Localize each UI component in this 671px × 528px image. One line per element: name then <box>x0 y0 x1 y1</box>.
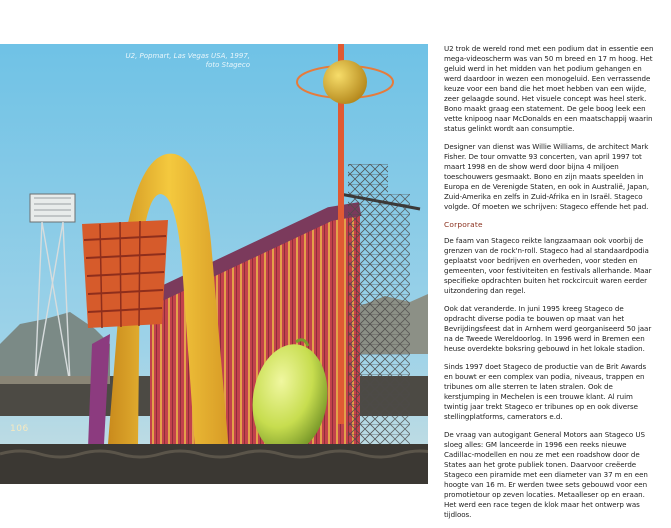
popmart-stage-illustration <box>0 44 428 484</box>
orange-bucket-speaker <box>82 220 168 328</box>
paragraph: Sinds 1997 doet Stageco de productie van de Brit Awards en bouwt er een complex van podia, niveaus, trappen en tribunes om alle sterren te laten stralen. Ook de kerstjumping in Mechelen is een trouwe klant. Al ruim twintig jaar trekt Stageco er tribunes op en ook diverse stellingplatforms, camerators e.d. <box>444 362 647 421</box>
photo-caption <box>120 52 250 70</box>
paragraph: U2 trok de wereld rond met een podium dat in essentie een mega-videoscherm was van 50 m breed en 17 m hoog. Het geluid werd in het midden van het podium gehangen en werd daardoor in wezen een monogeluid. Een verrassende keuze voor een band die het moet hebben van een wijde, zeer gelaagde sound. Het visuele concept was heel sterk. Bono maakt graag een statement. De gele boog leek een vette knipoog naar McDonalds en een maatschappij waarin status gelinkt wordt aan consumptie. <box>444 44 654 133</box>
paragraph: Ook dat veranderde. In juni 1995 kreeg Stageco de opdracht diverse podia te bouwen op maat van het Bevrijdingsfeest dat in Arnhem werd georganiseerd 50 jaar na de Tweede Wereldoorlog. In 1996 werd in Bremen een heuse overdekte boksring gebouwd in het lokale stadion. <box>444 304 652 353</box>
section-heading: Corporate <box>444 220 483 229</box>
crowd <box>0 444 428 484</box>
paragraph: De faam van Stageco reikte langzaamaan ook voorbij de grenzen van de rock'n-roll. Stageco had al standaardpodia geplaatst voor bedrijven en overheden, voor steden en gemeenten, voor festiviteiten en festivals allerhande. Maar specifieke opdrachten buiten het rockcircuit waren eerder uitzondering dan regel. <box>444 236 652 295</box>
page-number: 106 <box>10 424 29 434</box>
paragraph: De vraag van autogigant General Motors aan Stageco US sloeg alles: GM lanceerde in 1996 een reeks nieuwe Cadillac-modellen en nou ze met een roadshow door de States aan het grote publiek tonen. Daarvoor creëerde Stageco een piramide met een diameter van 37 m en een hoogte van 16 m. Er werden twee sets gebouwd voor een promotietour op zeven locaties. Metaalleser op en eraan. Het werd een race tegen de klok maar het ontwerp was tijdloos. <box>444 430 648 519</box>
concert-stage-photo <box>0 44 428 484</box>
caption-line-2: foto Stageco <box>205 61 250 69</box>
article-text-column <box>444 44 654 528</box>
paragraph: Designer van dienst was Willie Williams, de architect Mark Fisher. De tour omvatte 93 concerten, van april 1997 tot maart 1998 en de show werd door bijna 4 miljoen toeschouwers gesmaakt. Bono en zijn maats speelden in Europa en de Verenigde Staten, en ook in Australië, Japan, Zuid-Amerika en zelfs in Zuid-Afrika en in Israël. Stageco volgde. Of moeten we schrijven: Stageco effende het pad. <box>444 142 650 211</box>
caption-line-1: U2, Popmart, Las Vegas USA, 1997, <box>125 52 250 60</box>
